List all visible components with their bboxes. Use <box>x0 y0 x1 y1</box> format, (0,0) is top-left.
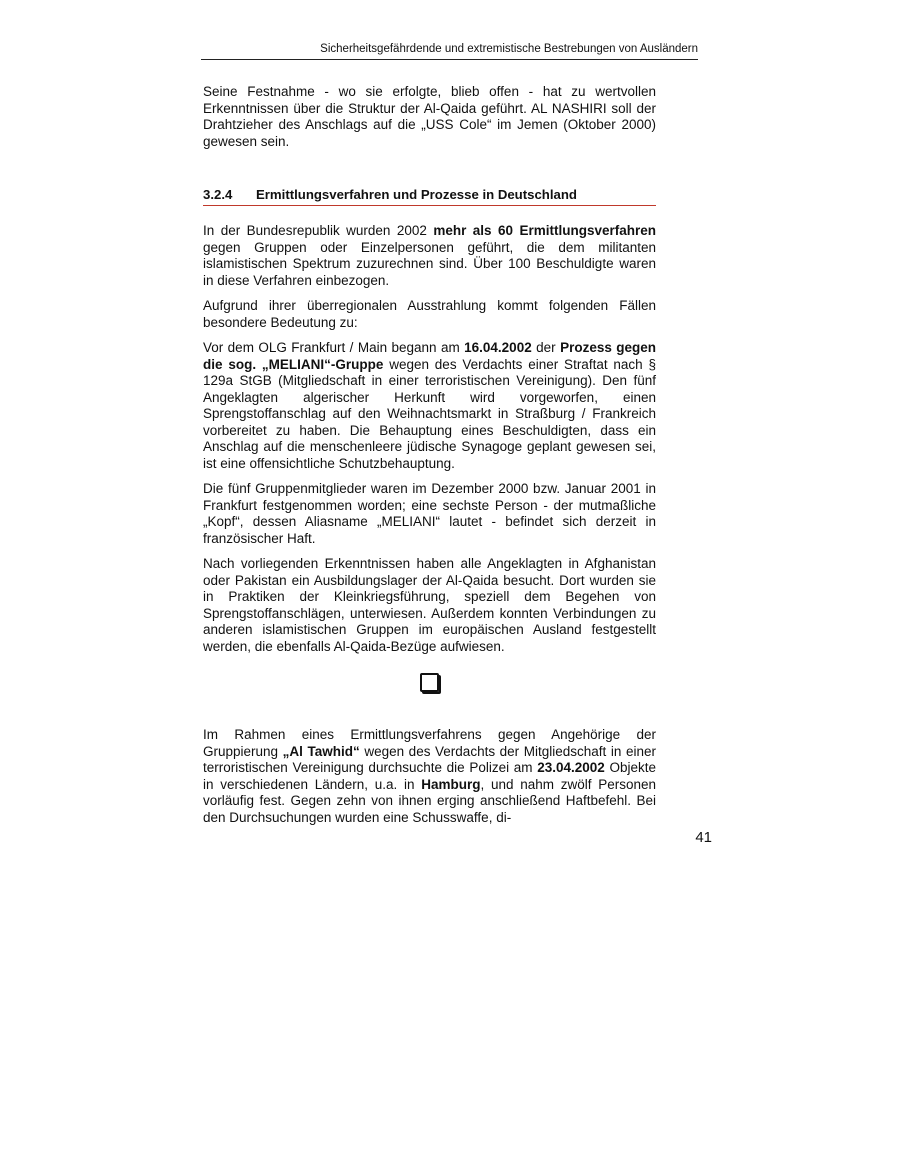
bold-text-run: Hamburg <box>421 776 481 792</box>
text-run: Im Rahmen eines Ermittlungsverfahrens gegen Angehörige der Gruppierung <box>203 727 656 759</box>
paragraph: Aufgrund ihrer überregionalen Ausstrahlung kommt folgenden Fällen besondere Bedeutung zu: <box>203 298 656 330</box>
bold-date: 16.04.2002 <box>464 340 532 355</box>
checkbox-square-icon <box>420 673 439 692</box>
text-run: wegen des Verdachts einer Straftat nach § 129a StGB (Mitgliedschaft in einer terroristischen Vereinigung). Den fünf Angeklagten algerischer Herkunft wird vorgeworfen, einen Sprengstoffanschlag auf den Weihnachtsmarkt in Straßburg / Frankreich vorbereitet zu haben. Die Behauptung eines Beschuldigten, dass ein Anschlag auf die menschenleere jüdische Synagoge geplant gewesen sei, ist eine offensichtliche Schutzbehauptung. <box>203 356 656 471</box>
bold-date: 23.04.2002 <box>537 760 605 775</box>
page-body <box>203 84 656 835</box>
paragraph: Seine Festnahme - wo sie erfolgte, blieb offen - hat zu wertvollen Erkenntnissen über die Struktur der Al-Qaida geführt. AL NASHIRI soll der Drahtzieher des Anschlags auf die „USS Cole“ im Jemen (Oktober 2000) gewesen sein. <box>203 84 656 149</box>
text-run: gegen Gruppen oder Einzelpersonen geführt, die dem militanten islamistischen Spektrum zuzurechnen sind. Über 100 Beschuldigte waren in diese Verfahren einbezogen. <box>203 239 656 288</box>
paragraph <box>203 727 656 826</box>
section-heading <box>203 187 656 206</box>
section-number: 3.2.4 <box>203 187 233 202</box>
text-run: Objekte in verschiedenen Ländern, u.a. in <box>203 760 656 792</box>
running-header <box>201 42 698 60</box>
paragraph: Die fünf Gruppenmitglieder waren im Dezember 2000 bzw. Januar 2001 in Frankfurt festgenommen worden; eine sechste Person - der mutmaßliche „Kopf“, dessen Aliasname „MELIANI“ lautet - befindet sich derzeit in französischer Haft. <box>203 481 656 546</box>
paragraph: Nach vorliegenden Erkenntnissen haben alle Angeklagten in Afghanistan oder Pakistan ein Ausbildungslager der Al-Qaida besucht. Dort wurden sie in Praktiken der Kleinkriegsführung, speziell dem Begehen von Sprengstoffanschlägen, unterwiesen. Außerdem konnten Verbindungen zu anderen islamistischen Gruppen im europäischen Ausland festgestellt werden, die ebenfalls Al-Qaida-Bezüge aufwiesen. <box>203 556 656 654</box>
text-run: , und nahm zwölf Personen vorläufig fest. Gegen zehn von ihnen erging anschließend Haftbefehl. Bei den Durchsuchungen wurden eine Schusswaffe, di- <box>203 776 656 825</box>
page-number: 41 <box>695 829 712 846</box>
section-separator <box>203 673 656 693</box>
bold-text-run: mehr als 60 Ermittlungsverfahren <box>433 223 656 238</box>
text-run: In der Bundesrepublik wurden 2002 <box>203 223 434 238</box>
text-run: der <box>531 340 561 355</box>
bold-text-run: Prozess gegen die sog. „MELIANI“-Gruppe <box>203 340 657 372</box>
section-title: Ermittlungsverfahren und Prozesse in Deutschland <box>256 187 577 202</box>
text-run: wegen des Verdachts der Mitgliedschaft in einer terroristischen Vereinigung durchsuchte die Polizei am <box>203 743 656 775</box>
running-header-title: Sicherheitsgefährdende und extremistische Bestrebungen von Ausländern <box>320 43 698 55</box>
text-run: Vor dem OLG Frankfurt / Main begann am <box>203 340 465 355</box>
paragraph <box>203 340 656 472</box>
bold-text-run: „Al Tawhid“ <box>282 743 360 759</box>
paragraph <box>203 223 656 289</box>
